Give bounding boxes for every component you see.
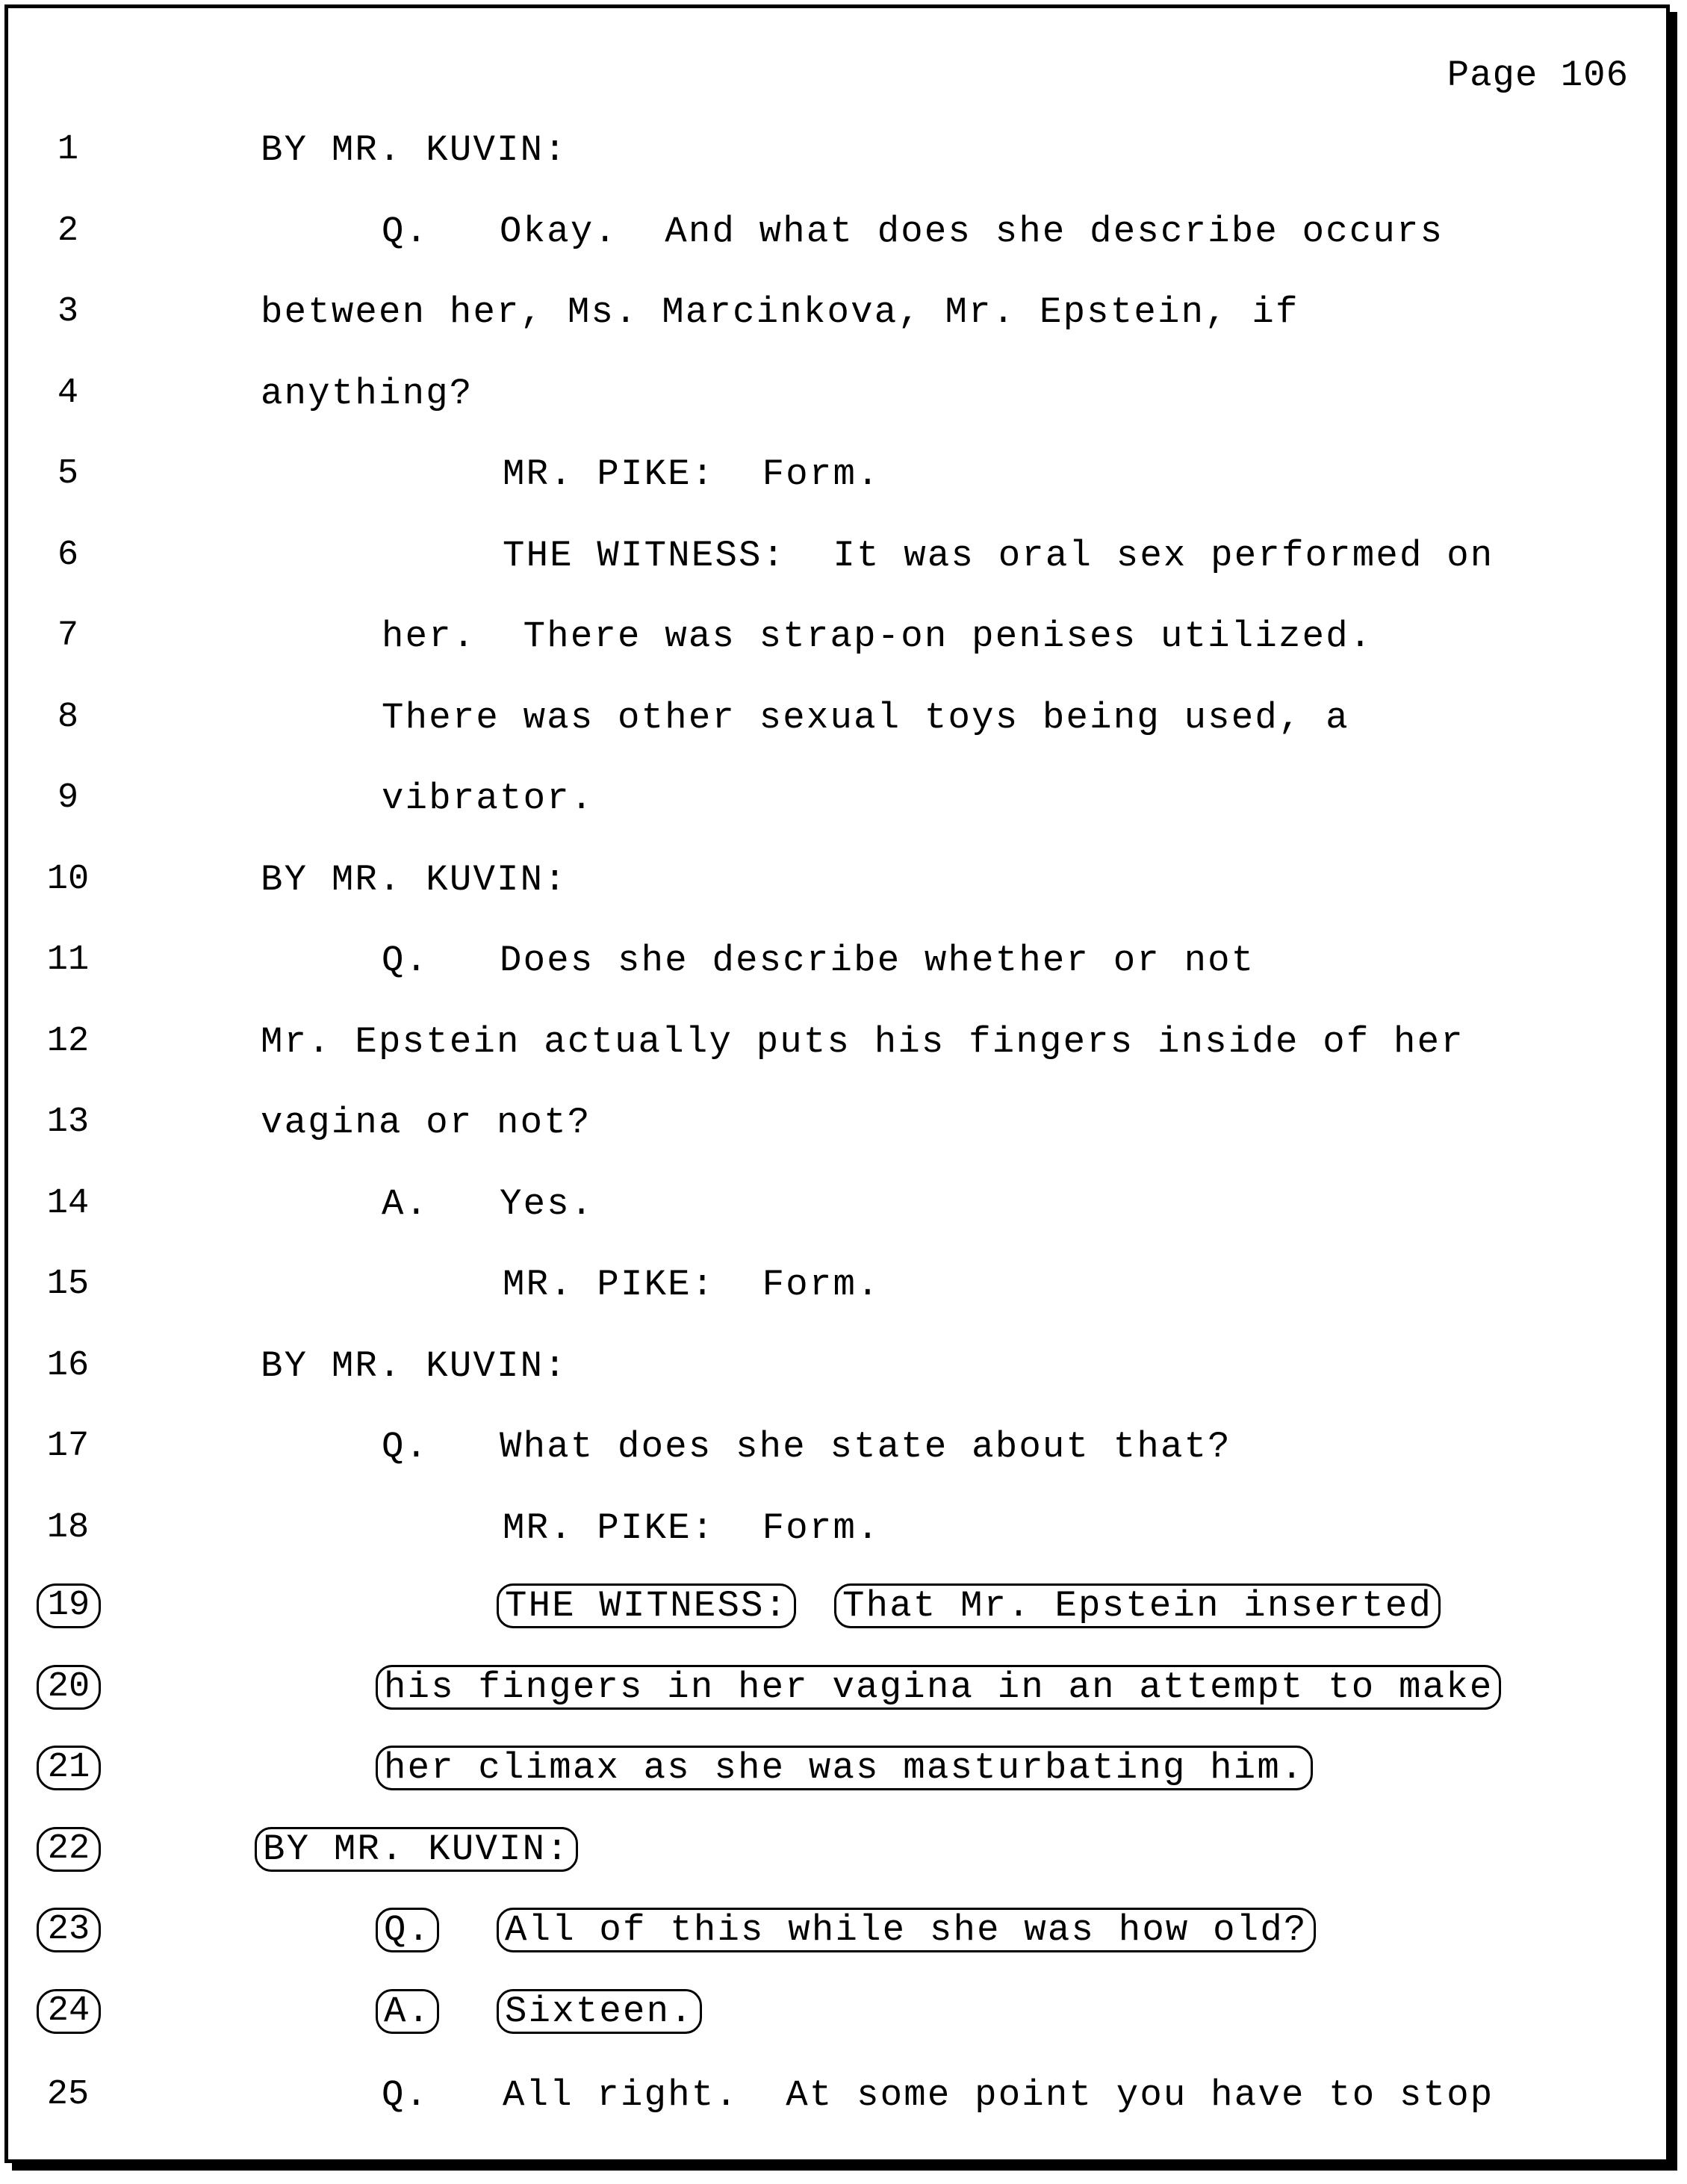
line-number: 5 <box>57 454 79 494</box>
line-text: BY MR. KUVIN: <box>261 1345 568 1387</box>
transcript-line <box>8 614 1651 666</box>
transcript-line-highlighted <box>8 1830 1651 1882</box>
line-number: 11 <box>46 940 90 980</box>
transcript-line <box>8 371 1651 424</box>
transcript-line <box>8 2073 1651 2125</box>
line-number-circled: 22 <box>37 1827 101 1872</box>
transcript-line <box>8 1506 1651 1558</box>
transcript-line-highlighted <box>8 1586 1651 1639</box>
transcript-line <box>8 857 1651 910</box>
line-text: between her, Ms. Marcinkova, Mr. Epstein, if <box>261 291 1299 333</box>
line-number: 2 <box>57 211 79 251</box>
line-number-circled: 24 <box>37 1989 101 2034</box>
transcript-line <box>8 1182 1651 1234</box>
highlight-box: A. <box>376 1989 439 2034</box>
transcript-line <box>8 1424 1651 1477</box>
transcript-line <box>8 128 1651 180</box>
page-number: Page 106 <box>1447 55 1629 96</box>
line-text: BY MR. KUVIN: <box>261 129 568 171</box>
line-number-circled: 21 <box>37 1746 101 1790</box>
transcript-line-highlighted <box>8 1668 1651 1720</box>
transcript-line-highlighted <box>8 1749 1651 1801</box>
line-text: A. Yes. <box>382 1183 594 1225</box>
highlight-box: All of this while she was how old? <box>497 1908 1316 1952</box>
line-number: 7 <box>57 616 79 656</box>
line-number: 15 <box>46 1265 90 1304</box>
highlight-box: That Mr. Epstein inserted <box>834 1583 1441 1628</box>
transcript-line <box>8 209 1651 261</box>
transcript-line <box>8 1344 1651 1396</box>
line-number-circled: 20 <box>37 1665 101 1710</box>
line-text-speaker: Q. <box>382 2074 429 2116</box>
transcript-line <box>8 695 1651 748</box>
line-text: Mr. Epstein actually puts his fingers inside of her <box>261 1021 1464 1063</box>
line-text: BY MR. KUVIN: <box>261 859 568 901</box>
line-text: vagina or not? <box>261 1102 591 1144</box>
line-text: MR. PIKE: Form. <box>503 1507 880 1549</box>
line-number: 13 <box>46 1102 90 1142</box>
transcript-line <box>8 290 1651 342</box>
highlight-box: her climax as she was masturbating him. <box>376 1746 1313 1790</box>
line-number: 18 <box>46 1508 90 1548</box>
line-text: her. There was strap-on penises utilized. <box>382 615 1373 657</box>
line-text: THE WITNESS: It was oral sex performed on <box>503 535 1494 577</box>
transcript-line <box>8 938 1651 990</box>
highlight-box: BY MR. KUVIN: <box>255 1827 578 1872</box>
line-number: 3 <box>57 292 79 332</box>
line-number-circled: 19 <box>37 1583 101 1628</box>
line-number: 10 <box>46 860 90 899</box>
line-number: 14 <box>46 1184 90 1223</box>
line-number: 12 <box>46 1022 90 1061</box>
highlight-box: THE WITNESS: <box>497 1583 796 1628</box>
line-text: Q. Okay. And what does she describe occurs <box>382 211 1444 252</box>
line-number: 16 <box>46 1346 90 1386</box>
transcript-line <box>8 533 1651 586</box>
line-number: 8 <box>57 698 79 737</box>
transcript-line <box>8 776 1651 828</box>
highlight-box: Q. <box>376 1908 439 1952</box>
line-text: vibrator. <box>382 778 594 819</box>
line-text: MR. PIKE: Form. <box>503 453 880 495</box>
line-number: 25 <box>46 2075 90 2115</box>
line-number: 9 <box>57 778 79 818</box>
line-number: 17 <box>46 1427 90 1466</box>
transcript-line <box>8 1100 1651 1153</box>
line-number: 6 <box>57 536 79 575</box>
highlight-box: Sixteen. <box>497 1989 702 2034</box>
transcript-line-highlighted <box>8 1911 1651 1963</box>
line-text: There was other sexual toys being used, a <box>382 697 1349 739</box>
line-number: 1 <box>57 130 79 170</box>
transcript-line <box>8 452 1651 504</box>
transcript-line <box>8 1020 1651 1072</box>
transcript-line <box>8 1262 1651 1315</box>
line-text: All right. At some point you have to stop <box>503 2074 1494 2116</box>
line-text: MR. PIKE: Form. <box>503 1264 880 1306</box>
line-text: anything? <box>261 373 473 415</box>
transcript-page <box>4 4 1670 2163</box>
highlight-box: his fingers in her vagina in an attempt to make <box>376 1665 1501 1710</box>
line-number-circled: 23 <box>37 1908 101 1952</box>
transcript-line-highlighted <box>8 1992 1651 2044</box>
line-text: Q. Does she describe whether or not <box>382 940 1255 981</box>
line-number: 4 <box>57 373 79 413</box>
line-text: Q. What does she state about that? <box>382 1426 1231 1468</box>
